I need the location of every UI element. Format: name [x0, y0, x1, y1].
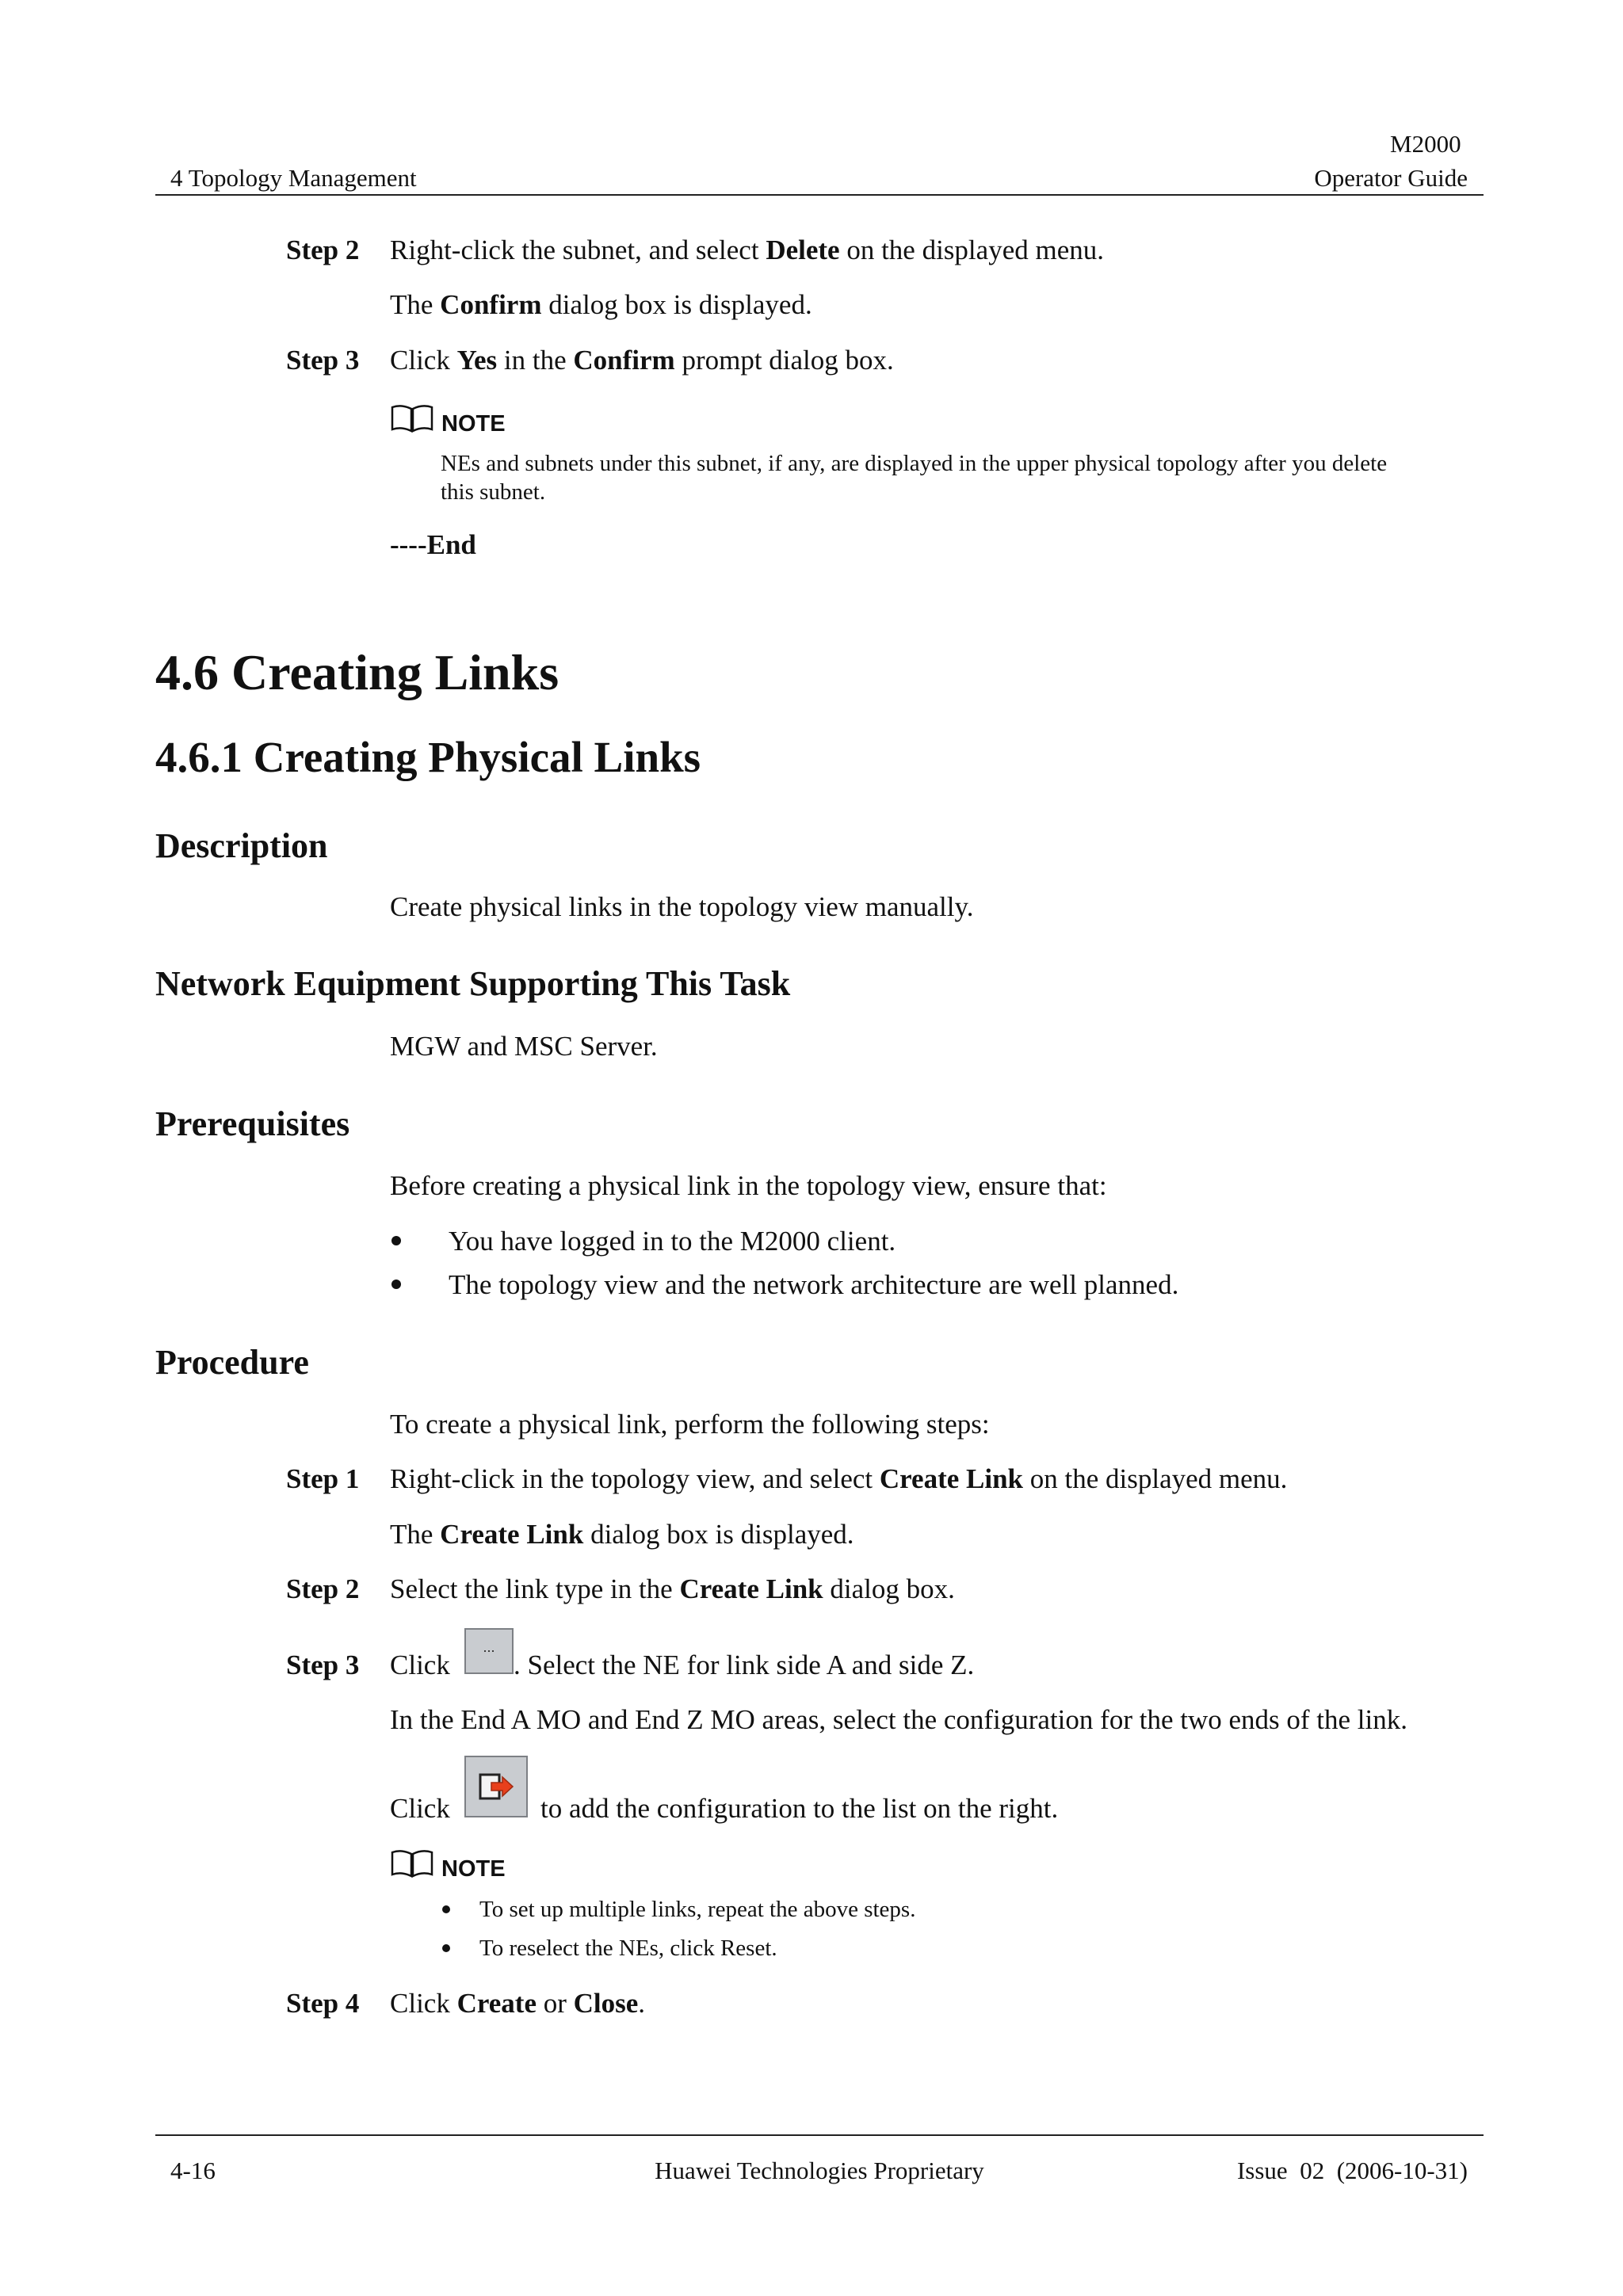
- step-detail: In the End A MO and End Z MO areas, select the configuration for the two ends of the link.: [390, 1704, 1407, 1735]
- header-chapter: 4 Topology Management: [170, 164, 417, 192]
- add-arrow-icon: [479, 1772, 515, 1803]
- book-icon: [391, 404, 433, 433]
- step-text-post: . Select the NE for link side A and side Z.: [514, 1650, 975, 1680]
- prerequisites-heading: Prerequisites: [155, 1104, 350, 1143]
- step-detail-post: to add the configuration to the list on the right.: [540, 1793, 1059, 1824]
- footer-page-number: 4-16: [170, 2157, 216, 2184]
- procedure-intro: To create a physical link, perform the following steps:: [390, 1409, 990, 1440]
- subsection-title: 4.6.1 Creating Physical Links: [155, 733, 701, 781]
- bullet: [442, 1905, 450, 1913]
- end-marker: ----End: [390, 529, 476, 560]
- step-label: Step 3: [286, 345, 360, 376]
- footer-issue: Issue 02 (2006-10-31): [1236, 2157, 1468, 2184]
- footer-rule: [155, 2134, 1484, 2136]
- step-text: Click Yes in the Confirm prompt dialog box.: [390, 345, 894, 376]
- step-text: Right-click in the topology view, and select Create Link on the displayed menu.: [390, 1463, 1288, 1494]
- list-item: You have logged in to the M2000 client.: [449, 1226, 896, 1257]
- step-label: Step 3: [286, 1650, 360, 1680]
- prerequisites-intro: Before creating a physical link in the topology view, ensure that:: [390, 1170, 1107, 1201]
- bullet: [391, 1236, 401, 1245]
- step-text: Right-click the subnet, and select Delete on the displayed menu.: [390, 235, 1104, 265]
- procedure-heading: Procedure: [155, 1343, 309, 1382]
- bullet: [442, 1944, 450, 1952]
- header-doc-title: Operator Guide: [1314, 164, 1468, 192]
- step-label: Step 1: [286, 1463, 360, 1494]
- step-result: The Create Link dialog box is displayed.: [390, 1519, 854, 1550]
- header-rule: [155, 194, 1484, 196]
- step-label: Step 2: [286, 235, 360, 265]
- bullet: [391, 1280, 401, 1289]
- section-title: 4.6 Creating Links: [155, 644, 559, 700]
- step-result: The Confirm dialog box is displayed.: [390, 289, 812, 320]
- note-text: this subnet.: [441, 479, 546, 505]
- note-item: To set up multiple links, repeat the above steps.: [479, 1897, 916, 1922]
- step-text-pre: Click: [390, 1650, 450, 1680]
- footer-owner: Huawei Technologies Proprietary: [655, 2157, 984, 2184]
- list-item: The topology view and the network architecture are well planned.: [449, 1269, 1179, 1300]
- step-detail-pre: Click: [390, 1793, 450, 1824]
- browse-button-icon: ...: [464, 1628, 514, 1674]
- equipment-text: MGW and MSC Server.: [390, 1031, 658, 1062]
- header-product: M2000: [1390, 130, 1461, 158]
- note-label: NOTE: [441, 411, 506, 437]
- note-label: NOTE: [441, 1856, 506, 1882]
- add-to-list-button-icon: [464, 1756, 528, 1817]
- step-label: Step 2: [286, 1573, 360, 1604]
- step-text: Click Create or Close.: [390, 1988, 646, 2019]
- step-text: Select the link type in the Create Link dialog box.: [390, 1573, 955, 1604]
- note-item: To reselect the NEs, click Reset.: [479, 1936, 777, 1961]
- note-text: NEs and subnets under this subnet, if any, are displayed in the upper physical topology after you delete: [441, 451, 1388, 476]
- equipment-heading: Network Equipment Supporting This Task: [155, 964, 791, 1003]
- description-text: Create physical links in the topology view manually.: [390, 891, 974, 922]
- step-label: Step 4: [286, 1988, 360, 2019]
- book-icon: [391, 1849, 433, 1878]
- description-heading: Description: [155, 826, 328, 865]
